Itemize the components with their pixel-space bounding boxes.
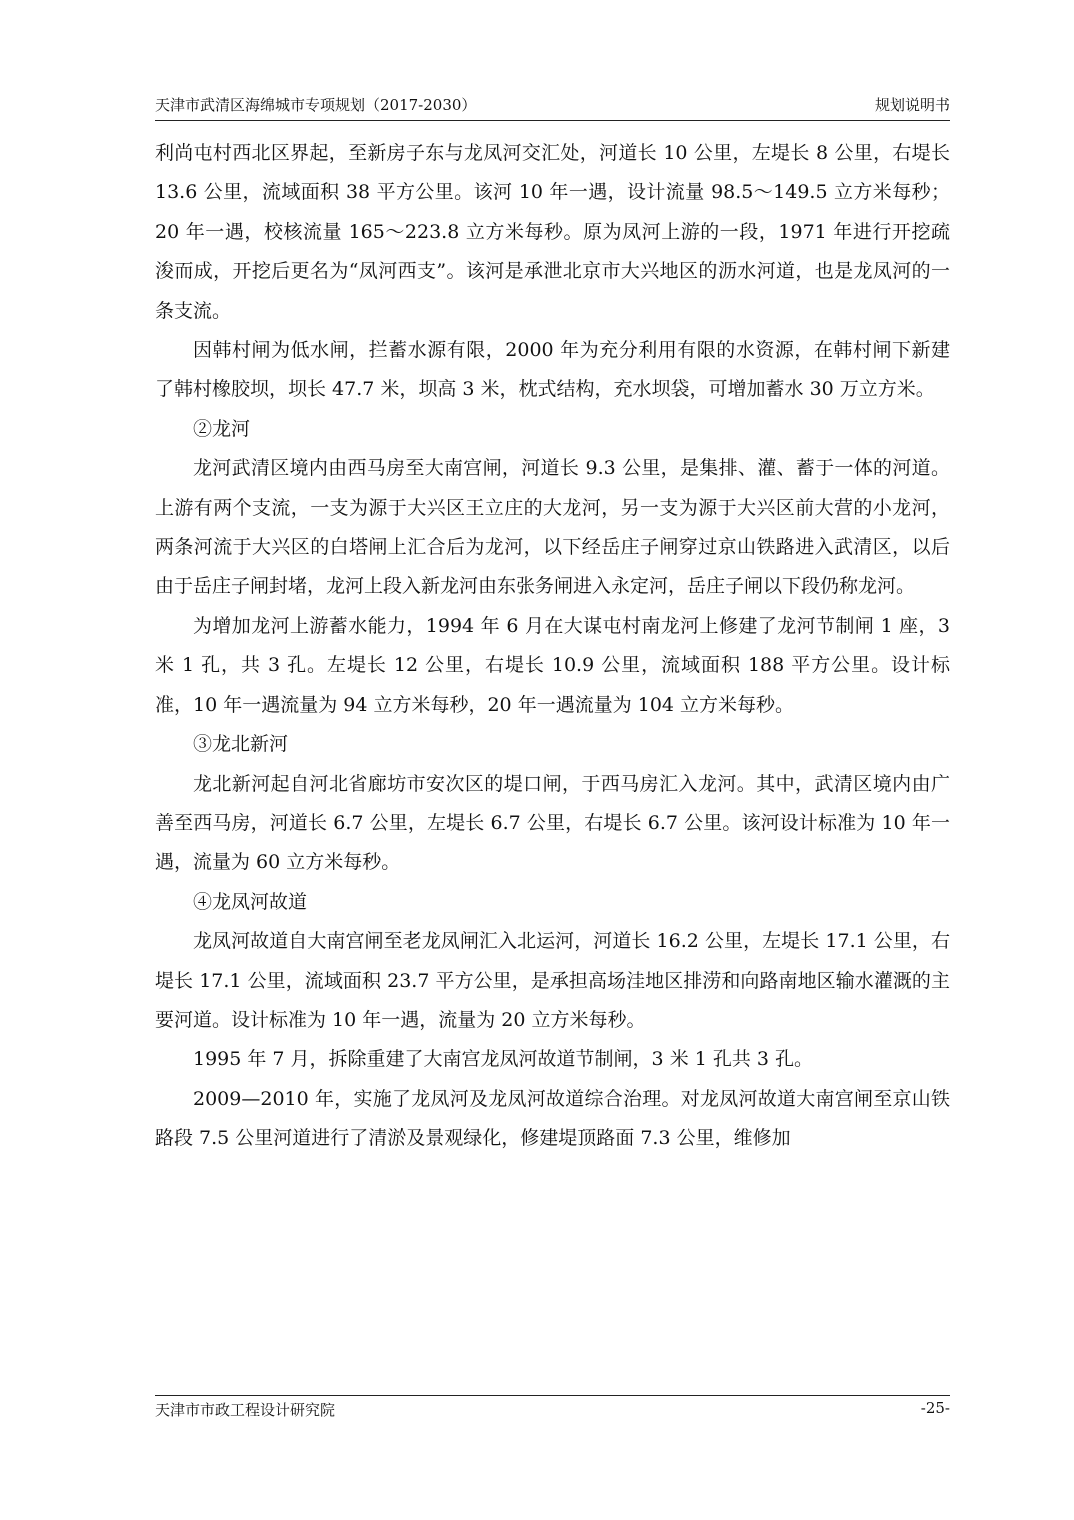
paragraph: 1995 年 7 月，拆除重建了大南宫龙凤河故道节制闸，3 米 1 孔共 3 孔。 (193, 1048, 814, 1071)
section-heading: ②龙河 (193, 417, 251, 440)
paragraph: 利尚屯村西北区界起，至新房子东与龙凤河交汇处，河道长 10 公里，左堤长 8 公里，右堤长 13.6 公里，流域面积 38 平方公里。该河 10 年一遇，设计流量 98.5～149.5 立方米每秒；20 年一遇，校核流量 165～223.8 立方米每秒。原为凤河上游的一段，1971 年进行开挖疏浚而成，开挖后更名为“凤河西支”。该河是承泄北京市大兴地区的沥水河道，也是龙凤河的一条支流。 (155, 142, 950, 322)
paragraph: 龙凤河故道自大南宫闸至老龙凤闸汇入北运河，河道长 16.2 公里，左堤长 17.1 公里，右堤长 17.1 公里，流域面积 23.7 平方公里，是承担高场洼地区排涝和向路南地区输水灌溉的主要河道。设计标准为 10 年一遇，流量为 20 立方米每秒。 (155, 930, 950, 1031)
paragraph: 龙河武清区境内由西马房至大南宫闸，河道长 9.3 公里，是集排、灌、蓄于一体的河道。上游有两个支流，一支为源于大兴区王立庄的大龙河，另一支为源于大兴区前大营的小龙河，两条河流于大兴区的白塔闸上汇合后为龙河，以下经岳庄子闸穿过京山铁路进入武清区，以后由于岳庄子闸封堵，龙河上段入新龙河由东张务闸进入永定河，岳庄子闸以下段仍称龙河。 (155, 457, 950, 598)
page-header (155, 90, 950, 121)
document-title: 天津市武清区海绵城市专项规划（2017-2030） (155, 96, 477, 114)
page-body (155, 134, 950, 1159)
page-number: -25- (920, 1399, 950, 1417)
section-heading: ③龙北新河 (193, 733, 289, 756)
paragraph: 2009—2010 年，实施了龙凤河及龙凤河故道综合治理。对龙凤河故道大南宫闸至京山铁路段 7.5 公里河道进行了清淤及景观绿化，修建堤顶路面 7.3 公里，维修加 (155, 1087, 950, 1150)
document-type: 规划说明书 (874, 96, 950, 114)
page-footer (155, 1395, 950, 1420)
paragraph: 为增加龙河上游蓄水能力，1994 年 6 月在大谋屯村南龙河上修建了龙河节制闸 1 座，3 米 1 孔，共 3 孔。左堤长 12 公里，右堤长 10.9 公里，流域面积 188 平方公里。设计标准，10 年一遇流量为 94 立方米每秒，20 年一遇流量为 104 立方米每秒。 (155, 614, 950, 716)
institute-name: 天津市市政工程设计研究院 (155, 1401, 336, 1419)
section-heading: ④龙凤河故道 (193, 890, 308, 913)
paragraph: 龙北新河起自河北省廊坊市安次区的堤口闸，于西马房汇入龙河。其中，武清区境内由广善至西马房，河道长 6.7 公里，左堤长 6.7 公里，右堤长 6.7 公里。该河设计标准为 10 年一遇，流量为 60 立方米每秒。 (155, 772, 950, 874)
paragraph: 因韩村闸为低水闸，拦蓄水源有限，2000 年为充分利用有限的水资源，在韩村闸下新建了韩村橡胶坝，坝长 47.7 米，坝高 3 米，枕式结构，充水坝袋，可增加蓄水 30 万立方米。 (155, 339, 950, 401)
